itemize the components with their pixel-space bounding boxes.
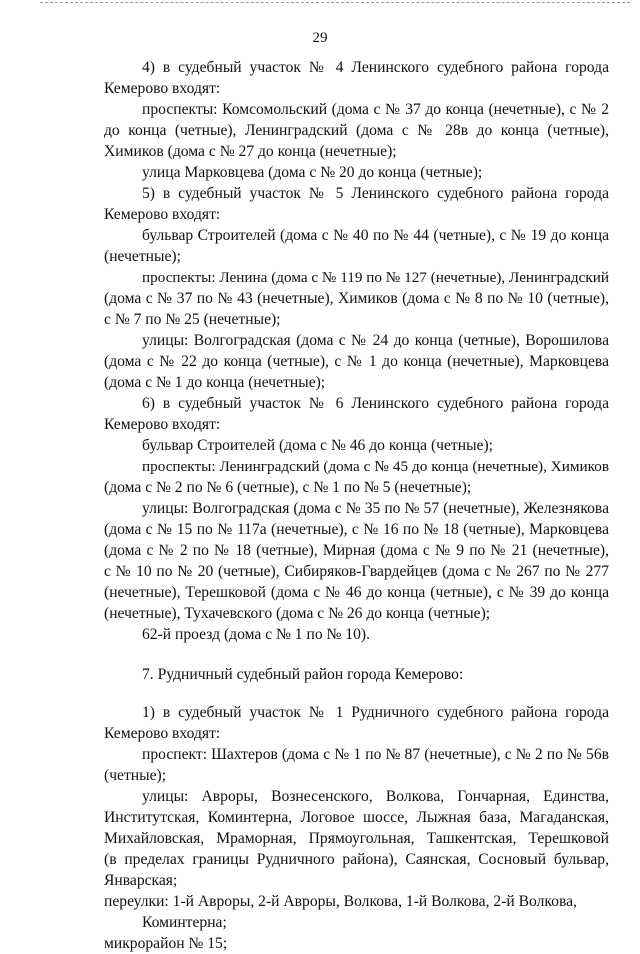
section-heading: 7. Рудничный судебный район города Кемерово:: [142, 666, 464, 683]
paragraph-line: (четные);: [104, 767, 167, 784]
paragraph-line: улицы: Волгоградская (дома с № 24 до конца (четные), Ворошилова: [142, 332, 609, 349]
paragraph-line: Коминтерна;: [142, 914, 227, 931]
paragraph-line: бульвар Строителей (дома с № 46 до конца (четные);: [142, 437, 493, 454]
paragraph-line: проспекты: Комсомольский (дома с № 37 до конца (нечетные), с № 2: [142, 101, 609, 118]
paragraph-line: до конца (четные), Ленинградский (дома с № 28в до конца (четные),: [104, 122, 609, 139]
paragraph-line: переулки: 1-й Авроры, 2-й Авроры, Волкова, 1-й Волкова, 2-й Волкова,: [104, 893, 577, 910]
paragraph-line: 62-й проезд (дома с № 1 по № 10).: [142, 626, 370, 643]
top-scan-rule: [40, 2, 630, 3]
paragraph-line: 6) в судебный участок № 6 Ленинского судебного района города: [142, 395, 609, 412]
paragraph-line: микрорайон № 15;: [104, 935, 228, 952]
paragraph-line: проспект: Шахтеров (дома с № 1 по № 87 (нечетные), с № 2 по № 56в: [142, 746, 609, 763]
paragraph-line: Институтская, Коминтерна, Логовое шоссе, Лыжная база, Магаданская,: [104, 809, 609, 826]
paragraph-line: улицы: Волгоградская (дома с № 35 по № 57 (нечетные), Железнякова: [142, 500, 609, 517]
paragraph-line: Михайловская, Мраморная, Прямоугольная, Ташкентская, Терешковой: [104, 830, 609, 847]
paragraph-line: (дома с № 37 по № 43 (нечетные), Химиков (дома с № 8 по № 10 (четные),: [104, 290, 609, 307]
paragraph-line: (дома с № 22 до конца (четные), с № 1 до конца (нечетные), Марковцева: [104, 353, 609, 370]
paragraph-line: проспекты: Ленинградский (дома с № 45 до конца (нечетные), Химиков: [142, 458, 609, 475]
paragraph-line: (дома с № 2 по № 6 (четные), с № 1 по № 5 (нечетные);: [104, 479, 472, 496]
paragraph-line: 1) в судебный участок № 1 Рудничного судебного района города: [142, 704, 609, 721]
paragraph-line: с № 10 по № 20 (четные), Сибиряков-Гвардейцев (дома с № 267 по № 277: [104, 563, 609, 580]
paragraph-line: проспекты: Ленина (дома с № 119 по № 127 (нечетные), Ленинградский: [142, 269, 609, 286]
page-number: 29: [312, 30, 328, 46]
paragraph-line: Январская;: [104, 872, 178, 889]
paragraph-line: Кемерово входят:: [104, 416, 221, 433]
paragraph-line: (нечетные);: [104, 248, 181, 265]
paragraph-line: Химиков (дома с № 27 до конца (нечетные);: [104, 143, 397, 160]
paragraph-line: (дома с № 2 по № 18 (четные), Мирная (дома с № 9 по № 21 (нечетные),: [104, 542, 609, 559]
paragraph-line: с № 7 по № 25 (нечетные);: [104, 311, 281, 328]
paragraph-line: Кемерово входят:: [104, 206, 221, 223]
paragraph-line: (дома с № 15 по № 117а (нечетные), с № 16 по № 18 (четные), Марковцева: [104, 521, 609, 538]
paragraph-line: (нечетные), Тухачевского (дома с № 26 до конца (четные);: [104, 605, 491, 622]
paragraph-line: 4) в судебный участок № 4 Ленинского судебного района города: [142, 59, 609, 76]
paragraph-line: (дома с № 1 до конца (нечетные);: [104, 374, 326, 391]
paragraph-line: 5) в судебный участок № 5 Ленинского судебного района города: [142, 185, 609, 202]
paragraph-line: улица Марковцева (дома с № 20 до конца (четные);: [142, 164, 483, 181]
paragraph-line: (в пределах границы Рудничного района), Саянская, Сосновый бульвар,: [104, 851, 609, 868]
paragraph-line: бульвар Строителей (дома с № 40 по № 44 (четные), с № 19 до конца: [142, 227, 609, 244]
paragraph-line: Кемерово входят:: [104, 725, 221, 742]
paragraph-line: Кемерово входят:: [104, 80, 221, 97]
paragraph-line: (нечетные), Терешковой (дома с № 46 до конца (четные), с № 39 до конца: [104, 584, 609, 601]
paragraph-line: улицы: Авроры, Вознесенского, Волкова, Гончарная, Единства,: [142, 788, 609, 805]
